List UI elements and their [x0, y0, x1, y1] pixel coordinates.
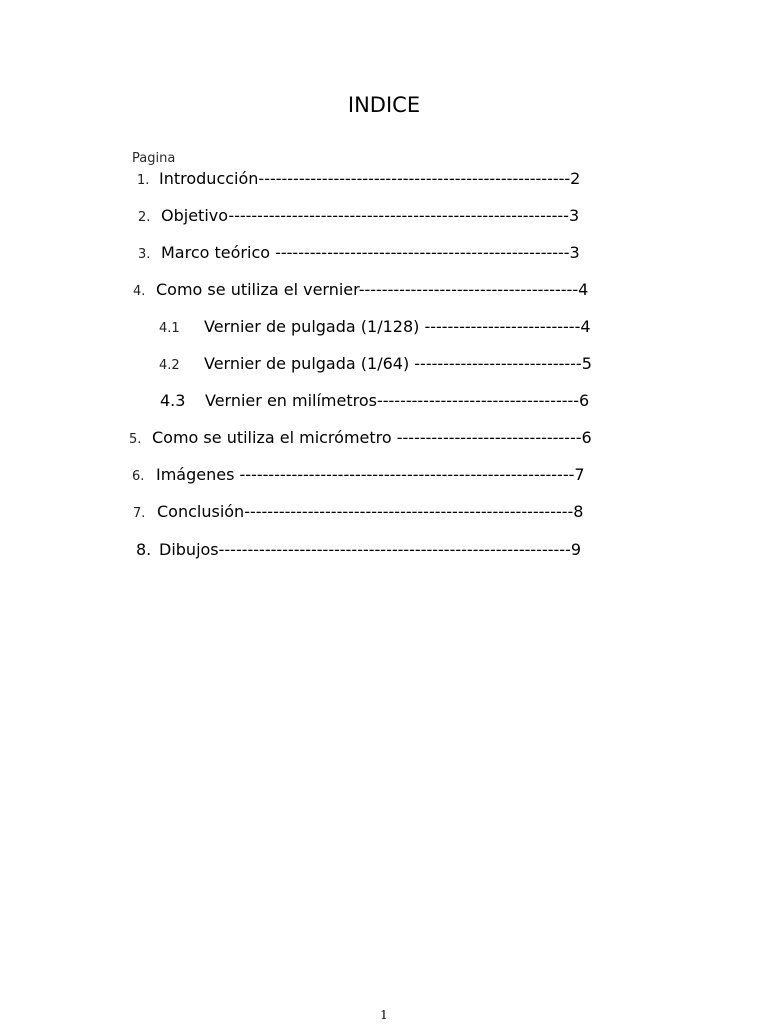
- toc-entry-number: 4.2: [159, 358, 180, 373]
- toc-entry-text: Vernier en milímetros-----------------------------------6: [205, 391, 590, 410]
- toc-entry-text: Vernier de pulgada (1/64) -----------------------------5: [204, 354, 592, 373]
- toc-entry-text: Vernier de pulgada (1/128) ---------------------------4: [204, 317, 591, 336]
- toc-entry: [132, 465, 585, 487]
- toc-entry-number: 4.1: [159, 321, 180, 336]
- toc-entry: [129, 428, 592, 450]
- toc-entry: [138, 243, 580, 265]
- toc-entry-number: 1.: [137, 173, 150, 188]
- toc-entry-text: Como se utiliza el vernier--------------------------------------4: [156, 280, 589, 299]
- toc-entry-number: 4.: [133, 284, 146, 299]
- toc-entry-text: Conclusión---------------------------------------------------------8: [157, 502, 584, 521]
- toc-entry-text: Objetivo-----------------------------------------------------------3: [161, 206, 580, 225]
- toc-entry-text: Marco teórico ---------------------------------------------------3: [161, 243, 580, 262]
- toc-entry-number: 4.3: [160, 391, 186, 410]
- toc-entry-number: 6.: [132, 469, 145, 484]
- toc-entry-number: 5.: [129, 432, 142, 447]
- toc-entry: [159, 354, 592, 376]
- toc-entry: [133, 502, 583, 524]
- toc-entry: [136, 540, 581, 560]
- toc-entry-text: Dibujos-------------------------------------------------------------9: [159, 540, 581, 559]
- toc-entry-text: Como se utiliza el micrómetro --------------------------------6: [152, 428, 592, 447]
- toc-entry: [160, 391, 589, 411]
- toc-entry-text: Imágenes ----------------------------------------------------------7: [156, 465, 585, 484]
- toc-entry-number: 8.: [136, 540, 152, 559]
- page-number: 1: [380, 1008, 388, 1022]
- toc-entry: [138, 206, 579, 228]
- page-title: INDICE: [347, 93, 421, 117]
- toc-entry: [133, 280, 588, 302]
- toc-entry-number: 3.: [138, 247, 151, 262]
- toc-entry-number: 2.: [138, 210, 151, 225]
- toc-entry-number: 7.: [133, 506, 146, 521]
- pagina-label: Pagina: [132, 151, 176, 166]
- toc-entry: [159, 317, 591, 339]
- toc-entry-text: Introducción------------------------------------------------------2: [159, 169, 581, 188]
- toc-entry: [137, 169, 580, 191]
